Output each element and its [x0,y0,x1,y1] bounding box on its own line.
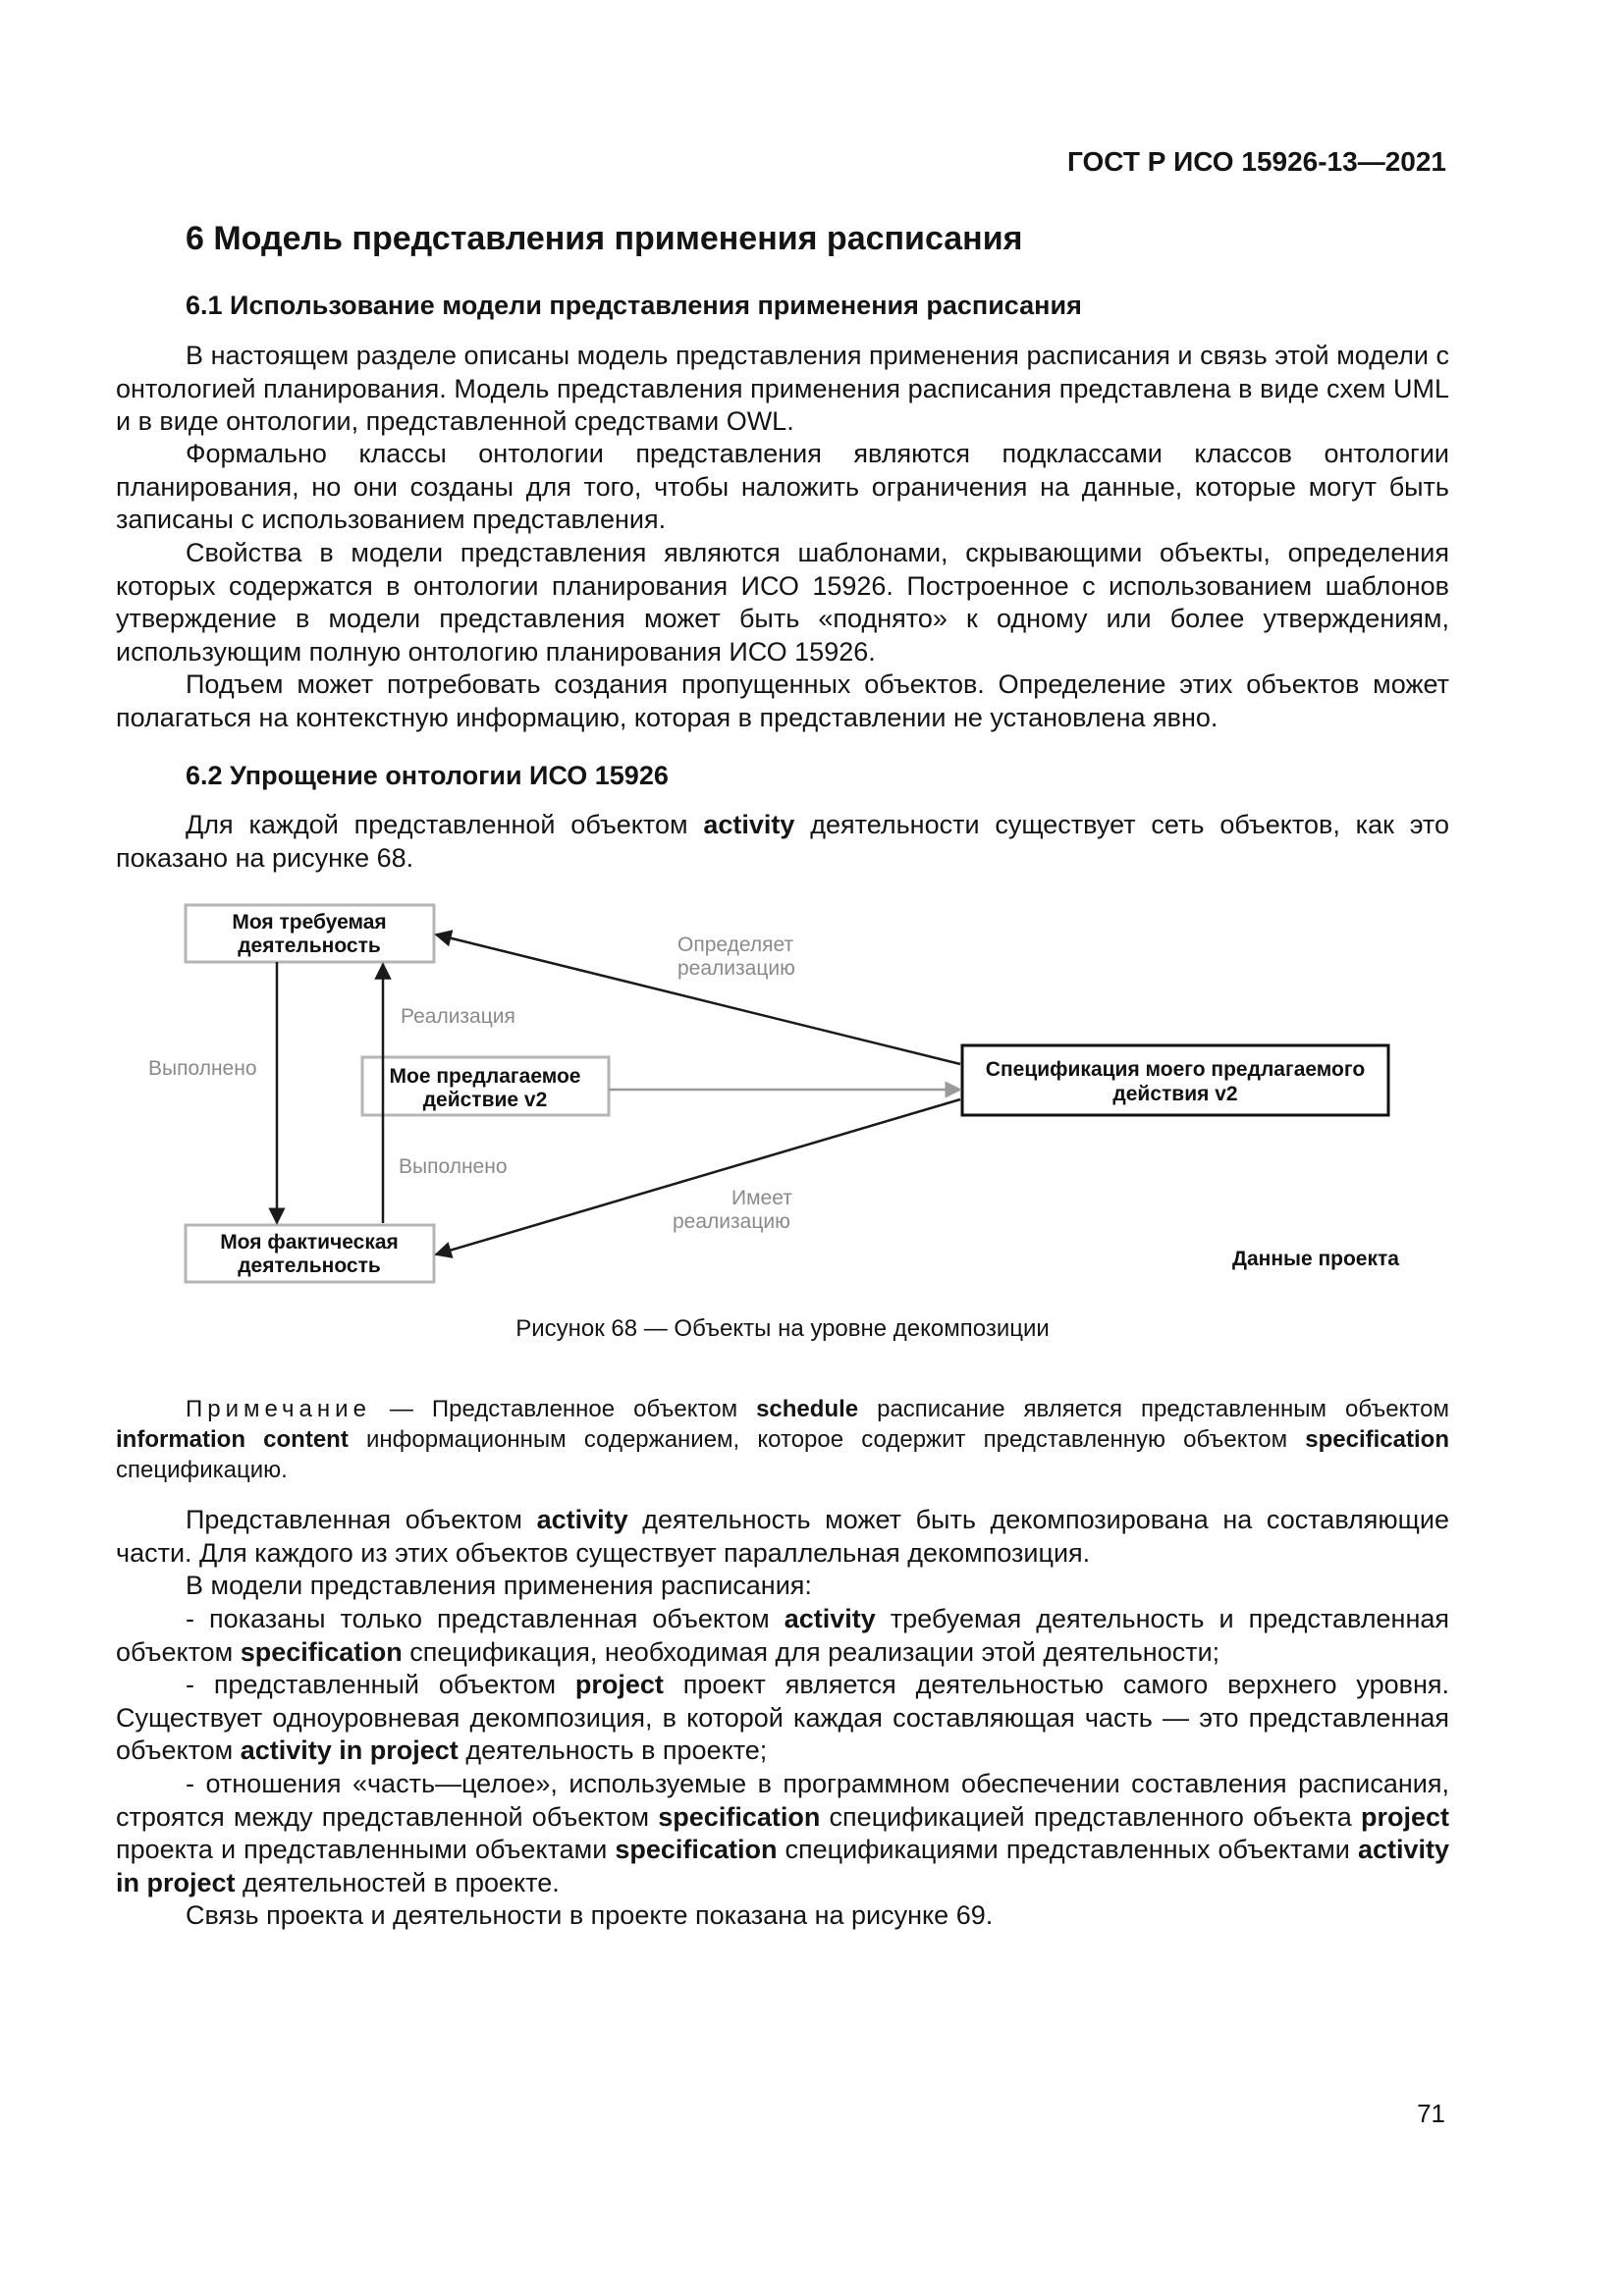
box-proposed-label: действие v2 [422,1089,548,1111]
paragraph: В настоящем разделе описаны модель представления применения расписания и связь этой модели с онтологией планирования. Модель представления применения расписания представлена в виде схем UML и в виде онтологии, представленной средствами OWL. [116,341,1449,436]
label-defines-realization: реализацию [677,957,795,980]
label-has-realization: реализацию [673,1210,790,1233]
standard-header: ГОСТ Р ИСО 15926-13—2021 [1067,146,1446,177]
list-item: - отношения «часть—целое», используемые в программном обеспечении составления расписания, строятся между представленной объектом specification спецификацией представленного объекта project проекта и представленными объектами specification спецификациями представленных объектами activity in project деятельностей в проекте. [116,1769,1450,1897]
label-defines-realization: Определяет [677,934,794,956]
paragraph: Формально классы онтологии представления являются подклассами классов онтологии планирования, но они созданы для того, чтобы наложить ограничения на данные, которые могут быть записаны с использованием представления. [116,439,1449,534]
box-actual-label: деятельность [238,1255,381,1277]
page-number: 71 [1417,2099,1445,2128]
label-project-data: Данные проекта [1232,1248,1399,1270]
paragraph: Подъем может потребовать создания пропущенных объектов. Определение этих объектов может полагаться на контекстную информацию, которая в представлении не установлена явно. [116,669,1449,732]
paragraph: Представленная объектом activity деятельность может быть декомпозирована на составляющие части. Для каждого из этих объектов существует параллельная декомпозиция. [116,1505,1449,1568]
paragraph: Для каждой представленной объектом activity деятельности существует сеть объектов, как это показано на рисунке 68. [116,810,1449,873]
box-required-label: Моя требуемая [232,911,387,934]
label-has-realization: Имеет [731,1187,792,1209]
paragraph: В модели представления применения расписания: [186,1571,812,1600]
figure-caption: Рисунок 68 — Объекты на уровне декомпозиции [515,1315,1050,1342]
subsection-title-6-2: 6.2 Упрощение онтологии ИСО 15926 [186,761,669,790]
label-done-left: Выполнено [148,1057,257,1080]
note: Примечание — Представленное объектом schedule расписание является представленным объектом information content информационным содержанием, которое содержит представленную объектом specification спецификацию. [116,1396,1449,1483]
label-realization: Реализация [401,1005,515,1028]
box-actual-label: Моя фактическая [220,1231,399,1254]
box-spec-label: действия v2 [1112,1083,1238,1105]
box-spec-label: Спецификация моего предлагаемого [985,1058,1366,1081]
box-required-label: деятельность [238,934,381,957]
list-item: - показаны только представленная объектом activity требуемая деятельность и представленная объектом specification спецификация, необходимая для реализации этой деятельности; [116,1604,1449,1667]
section-title: 6 Модель представления применения расписания [186,220,1023,257]
figure-68-diagram [0,883,1624,1296]
box-proposed-label: Мое предлагаемое [389,1065,581,1088]
list-item: - представленный объектом project проект является деятельностью самого верхнего уровня. Существует одноуровневая декомпозиция, в которой каждая составляющая часть — это представленная объектом activity in project деятельность в проекте; [116,1670,1449,1765]
paragraph: Свойства в модели представления являются шаблонами, скрывающими объекты, определения которых содержатся в онтологии планирования ИСО 15926. Построенное с использованием шаблонов утверждение в модели представления может быть «поднято» к одному или более утверждениям, использующим полную онтологию планирования ИСО 15926. [116,538,1449,667]
paragraph: Связь проекта и деятельности в проекте показана на рисунке 69. [186,1900,994,1930]
label-done-middle: Выполнено [399,1155,508,1178]
subsection-title-6-1: 6.1 Использование модели представления применения расписания [186,291,1082,320]
